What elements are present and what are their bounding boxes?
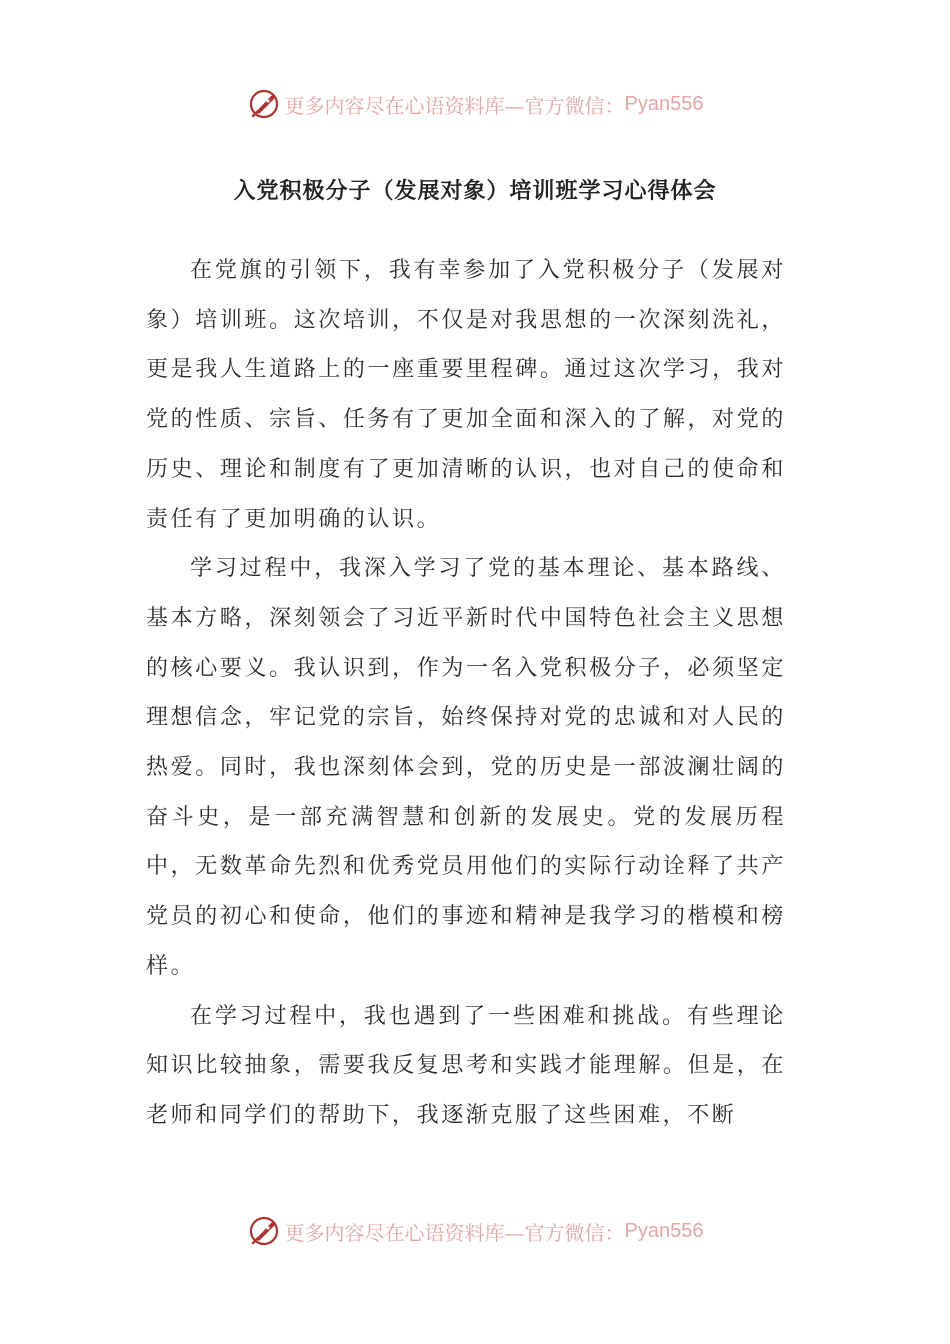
watermark-slogan: 更多内容尽在心语资料库— [284,1220,525,1245]
paragraph-2: 学习过程中，我深入学习了党的基本理论、基本路线、基本方略，深刻领会了习近平新时代中国特色社会主义思想的核心要义。我认识到，作为一名入党积极分子，必须坚定理想信念，牢记党的宗旨，始终保持对党的忠诚和对人民的热爱。同时，我也深刻体会到，党的历史是一部波澜壮阔的奋斗史，是一部充满智慧和创新的发展史。党的发展历程中，无数革命先烈和优秀党员用他们的实际行动诠释了共产党员的初心和使命，他们的事迹和精神是我学习的楷模和榜样。 [146,556,786,979]
footer-watermark [0,1211,950,1251]
paragraph-1: 在党旗的引领下，我有幸参加了入党积极分子（发展对象）培训班。这次培训，不仅是对我思想的一次深刻洗礼，更是我人生道路上的一座重要里程碑。通过这次学习，我对党的性质、宗旨、任务有了更加全面和深入的了解，对党的历史、理论和制度有了更加清晰的认识，也对自己的使命和责任有了更加明确的认识。 [146,258,786,532]
quill-pen-logo-icon [247,1214,281,1248]
watermark-wechat-label: 官方微信： [524,93,625,118]
paragraph-3: 在学习过程中，我也遇到了一些困难和挑战。有些理论知识比较抽象，需要我反复思考和实践才能理解。但是，在老师和同学们的帮助下，我逐渐克服了这些困难，不断 [146,1003,786,1128]
watermark-wechat-label: 官方微信： [524,1220,625,1245]
document-body [146,246,786,1141]
watermark-slogan: 更多内容尽在心语资料库— [284,93,525,118]
watermark-wechat-id: Pyan556 [624,1219,704,1242]
watermark-wechat-id: Pyan556 [624,92,704,115]
header-watermark [0,84,950,124]
document-title: 入党积极分子（发展对象）培训班学习心得体会 [233,179,717,204]
quill-pen-logo-icon [247,87,281,121]
